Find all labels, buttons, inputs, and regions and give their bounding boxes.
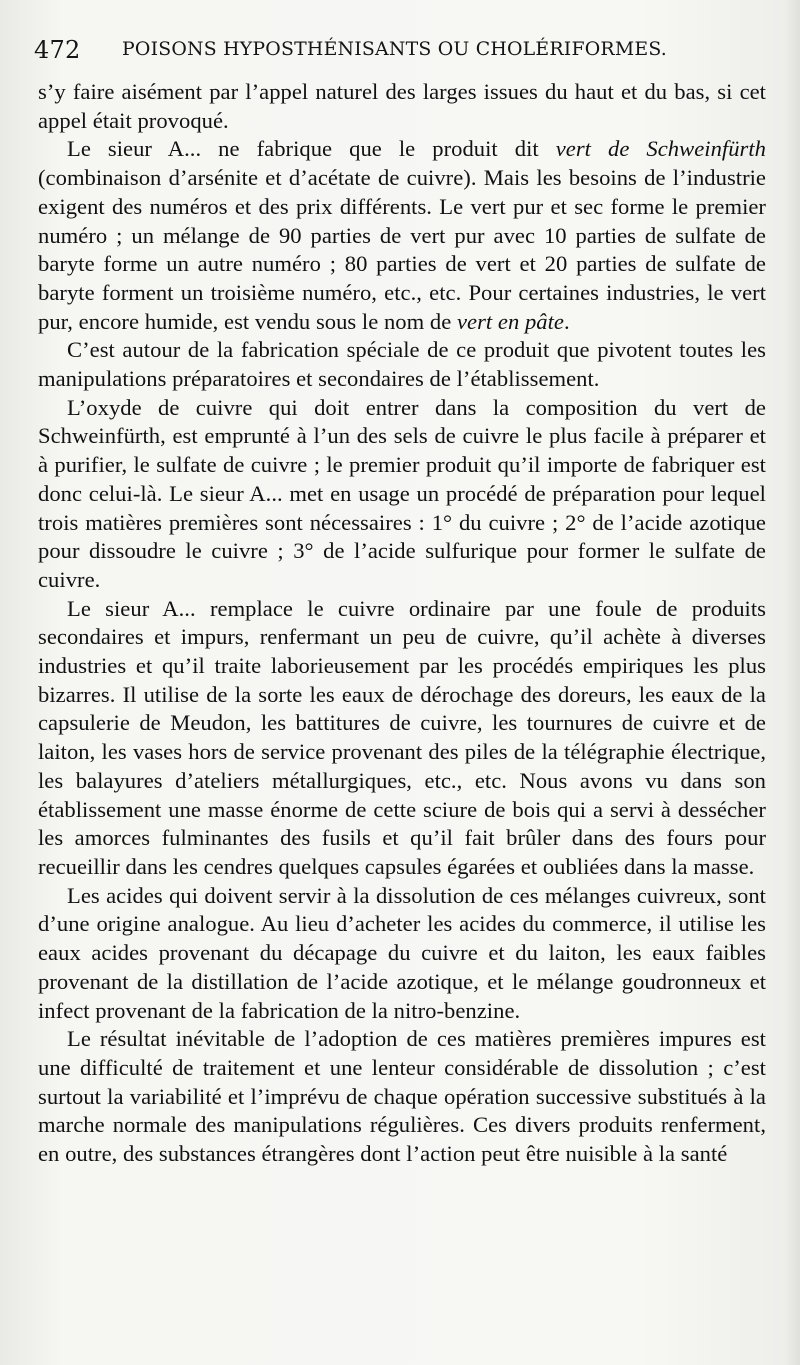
paragraph-manipulations xyxy=(38,336,766,393)
paragraph-text: (combinaison d’arsénite et d’acétate de cuivre). Mais les besoins de l’industrie exigent des numéros et des prix différents. Le vert pur et sec forme le premier numéro ; un mélange de 90 parties de vert pur avec 10 parties de sulfate de baryte forme un autre numéro ; 80 parties de vert et 20 parties de sulfate de baryte forment un troisième numéro, etc., etc. Pour certaines industries, le vert pur, encore humide, est vendu sous le nom de xyxy=(38,165,766,334)
paragraph-acides xyxy=(38,882,766,1026)
paragraph-text: C’est autour de la fabrication spéciale de ce produit que pivotent toutes les manipulations préparatoires et secondaires de l’établissement. xyxy=(38,337,766,392)
paragraph-cuivre xyxy=(38,595,766,882)
paragraph-resultat xyxy=(38,1025,766,1169)
page-edge-shadow xyxy=(784,0,800,1365)
running-title: POISONS HYPOSTHÉNISANTS OU CHOLÉRIFORMES. xyxy=(122,39,668,60)
paragraph-continuation xyxy=(38,78,766,135)
paragraph-text: . xyxy=(563,308,570,334)
paragraph-text: Les acides qui doivent servir à la dissolution de ces mélanges cuivreux, sont d’une origine analogue. Au lieu d’acheter les acides du commerce, il utilise les eaux acides provenant du décapage du cuivre et du laiton, les eaux faibles provenant de la distillation de l’acide azotique, et le mélange goudronneux et infect provenant de la fabrication de la nitro-benzine. xyxy=(38,882,766,1023)
italic-term-vert-de-schweinfurth: vert de Schweinfürth xyxy=(555,136,766,162)
paragraph-text: Le sieur A... remplace le cuivre ordinaire par une foule de produits secondaires et impurs, renfermant un peu de cuivre, qu’il achète à diverses industries et qu’il traite laborieusement par les procédés empiriques les plus bizarres. Il utilise de la sorte les eaux de dérochage des doreurs, les eaux de la capsulerie de Meudon, les battitures de cuivre, les tournures de cuivre et de laiton, les vases hors de service provenant des piles de la télégraphie électrique, les balayures d’ateliers métallurgiques, etc., etc. Nous avons vu dans son établissement une masse énorme de cette sciure de bois qui a servi à dessécher les amorces fulminantes des fusils et qu’il fait brûler dans des fours pour recueillir dans les cendres quelques capsules égarées et oubliées dans la masse. xyxy=(38,595,766,879)
paragraph-oxyde xyxy=(38,394,766,595)
paragraph-text: s’y faire aisément par l’appel naturel des larges issues du haut et du bas, si cet appel était provoqué. xyxy=(38,79,766,133)
paragraph-text: Le résultat inévitable de l’adoption de ces matières premières impures est une difficulté de traitement et une lenteur considérable de dissolution ; c’est surtout la variabilité et l’imprévu de chaque opération successive substitués à la marche normale des manipulations régulières. Ces divers produits renferment, en outre, des substances étrangères dont l’action peut être nuisible à la santé xyxy=(38,1026,766,1167)
italic-term-vert-en-pate: vert en pâte xyxy=(456,308,564,334)
paragraph-product xyxy=(38,135,766,336)
body-text xyxy=(38,78,766,1169)
paragraph-text: L’oxyde de cuivre qui doit entrer dans la composition du vert de Schweinfürth, est emprunté à l’un des sels de cuivre le plus facile à préparer et à purifier, le sulfate de cuivre ; le premier produit qu’il importe de fabriquer est donc celui-là. Le sieur A... met en usage un procédé de préparation pour lequel trois matières premières sont nécessaires : 1° du cuivre ; 2° de l’acide azotique pour dissoudre le cuivre ; 3° de l’acide sulfurique pour former le sulfate de cuivre. xyxy=(38,394,766,592)
paragraph-text: Le sieur A... ne fabrique que le produit dit xyxy=(67,136,556,162)
page-number: 472 xyxy=(34,36,81,64)
running-head xyxy=(34,36,774,66)
